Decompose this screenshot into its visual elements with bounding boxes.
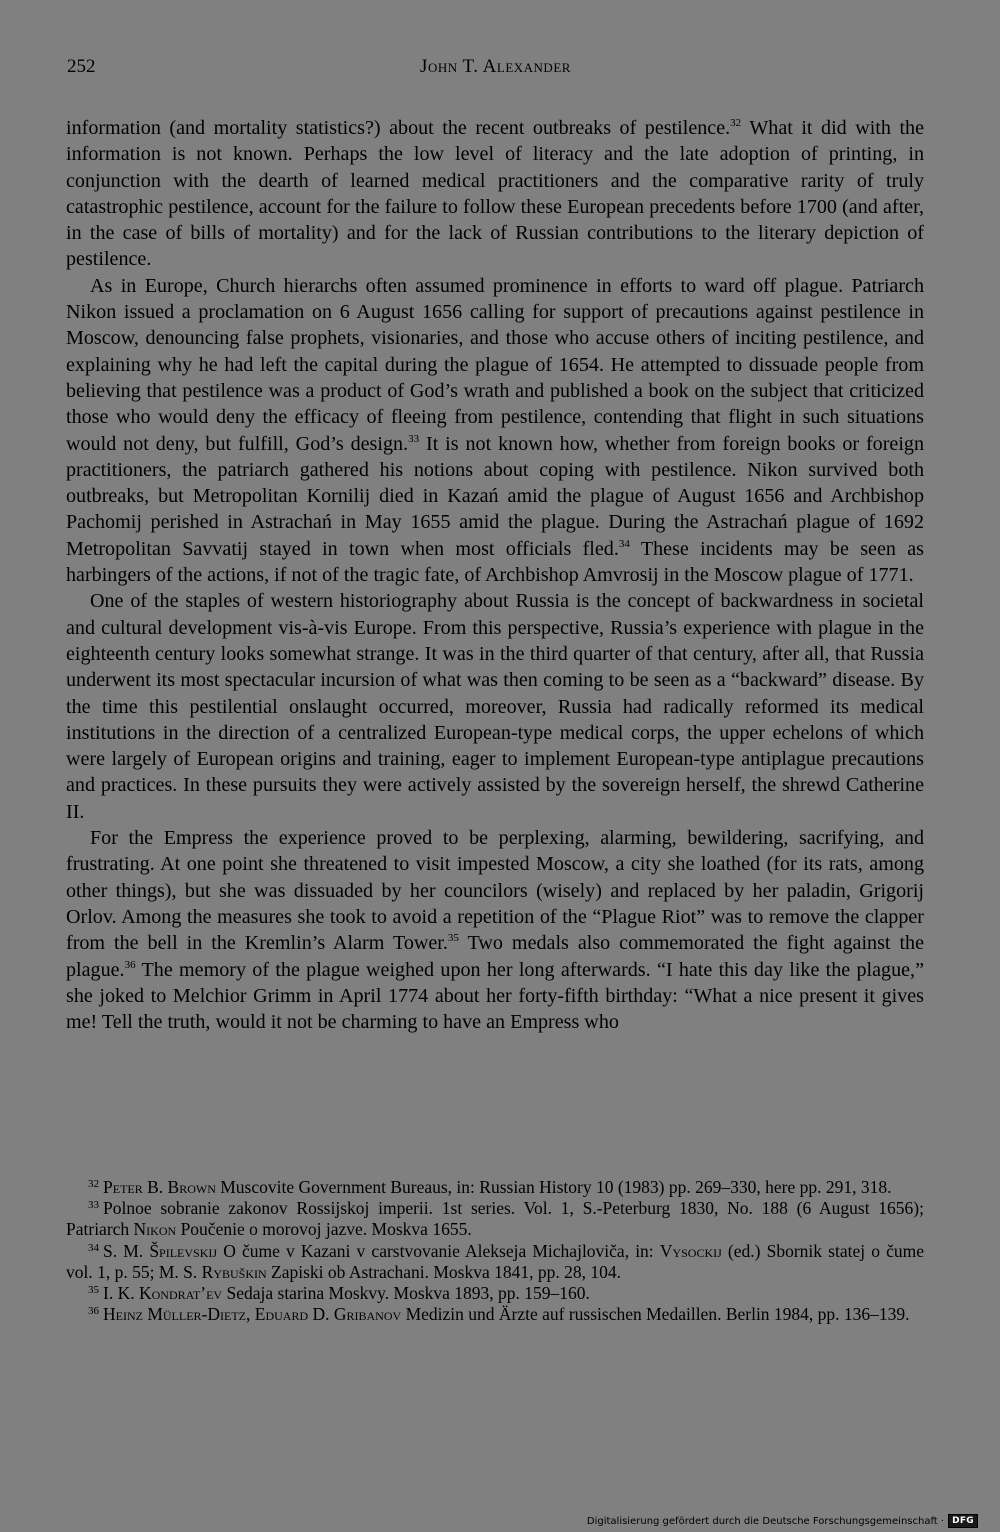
text-run: information (and mortality statistics?) about the recent outbreaks of pestilence.	[66, 117, 731, 139]
author-name: Rybuškin	[201, 1261, 267, 1282]
text-run: One of the staples of western historiography about Russia is the concept of backwardness in societal and cultural development vis-à-vis Europe. From this perspective, Russia’s experience with plague in the eighteenth century looks somewhat strange. It was in the third quarter of that century, after all, that Russia underwent its most spectacular incursion of what was then coming to be seen as a “backward” disease. By the time this pestilential onslaught occurred, moreover, Russia had radically reformed its medical institutions in the direction of a centralized European-type medical corps, the upper echelons of which were largely of European origins and training, eager to implement European-type antiplague precautions and practices. In these pursuits they were actively assisted by the sovereign herself, the shrewd Catherine II.	[66, 590, 924, 823]
footnotes	[66, 1177, 924, 1325]
text-run: (ed.) Sbornik statej o čume vol. 1, p. 55; M. S.	[66, 1240, 924, 1282]
footnote	[66, 1241, 924, 1283]
text-run: S. M.	[103, 1240, 150, 1261]
text-run: For the Empress the experience proved to be perplexing, alarming, bewildering, sacrifying, and frustrating. At one point she threatened to visit impested Moscow, a city she loathed (for its rats, among other things), but she was dissuaded by her councilors (wisely) and replaced by her paladin, Grigorij Orlov. Among the measures she took to avoid a repetition of the “Plague Riot” was to remove the clapper from the bell in the Kremlin’s Alarm Tower.	[66, 827, 924, 955]
text-run: Polnoe sobranie zakonov Rossijskoj imperii. 1st series. Vol. 1, S.-Peterburg 1830, No. 188 (6 August 1656); Patriarch	[66, 1198, 924, 1240]
dfg-logo: DFG	[948, 1514, 978, 1528]
text-run: Two medals also commemorated the fight against the plague.	[66, 932, 924, 981]
paragraph	[66, 588, 924, 825]
text-run: O čume v Kazani v carstvovanie Alekseja Michajloviča, in:	[217, 1240, 660, 1261]
text-run: I. K.	[103, 1283, 139, 1304]
author-name: Peter B. Brown	[103, 1177, 216, 1197]
footnote	[66, 1177, 924, 1198]
author-name: Vysockij	[659, 1240, 722, 1261]
footnote	[66, 1304, 924, 1325]
text-run: It is not known how, whether from foreign books or foreign practitioners, the patriarch gathered his notions about coping with pestilence. Nikon survived both outbreaks, but Metropolitan Kornilij died in Kazań amid the plague of August 1656 and Archbishop Pachomij perished in Astrachań in May 1655 amid the plague. During the Astrachań plague of 1692 Metropolitan Savvatij stayed in town when most officials fled.	[66, 432, 925, 560]
credit-text: Digitalisierung gefördert durch die Deutsche Forschungsgemeinschaft ·	[586, 1515, 945, 1527]
page-number: 252	[67, 56, 96, 77]
footnote-reference: 35	[447, 932, 459, 945]
footnote-reference: 36	[124, 958, 136, 971]
footnote-number: 34	[88, 1241, 99, 1254]
running-title: John T. Alexander	[420, 56, 571, 77]
text-run: What it did with the information is not known. Perhaps the low level of literacy and the late adoption of printing, in conjunction with the dearth of learned medical practitioners and the comparative rarity of truly catastrophic pestilence, account for the failure to follow these European precedents before 1700 (and after, in the case of bills of mortality) and for the lack of Russian contributions to the literary depiction of pestilence.	[66, 117, 925, 271]
footnote	[66, 1198, 924, 1240]
page-header	[67, 56, 924, 86]
footnote-number: 33	[88, 1199, 99, 1212]
footnote-number: 32	[88, 1178, 99, 1190]
paragraph	[66, 825, 924, 1035]
text-run: Medizin und Ärzte auf russischen Medaillen. Berlin 1984, pp. 136–139.	[401, 1304, 910, 1325]
text-run: These incidents may be seen as harbingers of the actions, if not of the tragic fate, of Archbishop Amvrosij in the Moscow plague of 1771.	[66, 537, 924, 587]
text-run: As in Europe, Church hierarchs often assumed prominence in efforts to ward off plague. Patriarch Nikon issued a proclamation on 6 August 1656 calling for support of precautions against pestilence in Moscow, denouncing false prophets, visionaries, and those who accuse others of inciting pestilence, and explaining why he had left the capital during the plague of 1654. He attempted to dissuade people from believing that pestilence was a product of God’s wrath and published a book on the subject that criticized those who would deny the efficacy of fleeing from pestilence, contending that flight in such situations would not deny, but fulfill, God’s design.	[66, 274, 924, 455]
text-run: Muscovite Government Bureaus, in: Russian History 10 (1983) pp. 269–330, here pp. 291, 318.	[215, 1177, 892, 1197]
paragraph	[66, 115, 924, 273]
footnote	[66, 1283, 924, 1304]
paragraph	[66, 273, 924, 589]
footnote-reference: 33	[408, 432, 420, 445]
footnote-number: 35	[88, 1284, 99, 1297]
footnote-reference: 34	[618, 537, 630, 550]
text-run: Poučenie o morovoj jazve. Moskva 1655.	[176, 1219, 472, 1240]
author-name: Heinz Müller-Dietz, Eduard D. Gribanov	[103, 1304, 402, 1325]
author-name: Kondrat’ev	[138, 1283, 223, 1304]
text-run: Zapiski ob Astrachani. Moskva 1841, pp. 28, 104.	[266, 1261, 622, 1282]
body-text	[66, 115, 924, 1035]
footnote-reference: 32	[730, 117, 742, 129]
author-name: Nikon	[133, 1219, 177, 1240]
text-run: The memory of the plague weighed upon her long afterwards. “I hate this day like the plague,” she joked to Melchior Grimm in April 1774 about her forty-fifth birthday: “What a nice present it gives me! Tell the truth, would it not be charming to have an Empress who	[66, 958, 924, 1034]
digitization-credit	[587, 1514, 978, 1528]
author-name: Špilevskij	[149, 1240, 218, 1261]
footnote-number: 36	[88, 1305, 99, 1318]
text-run: Sedaja starina Moskvy. Moskva 1893, pp. 159–160.	[222, 1283, 590, 1304]
